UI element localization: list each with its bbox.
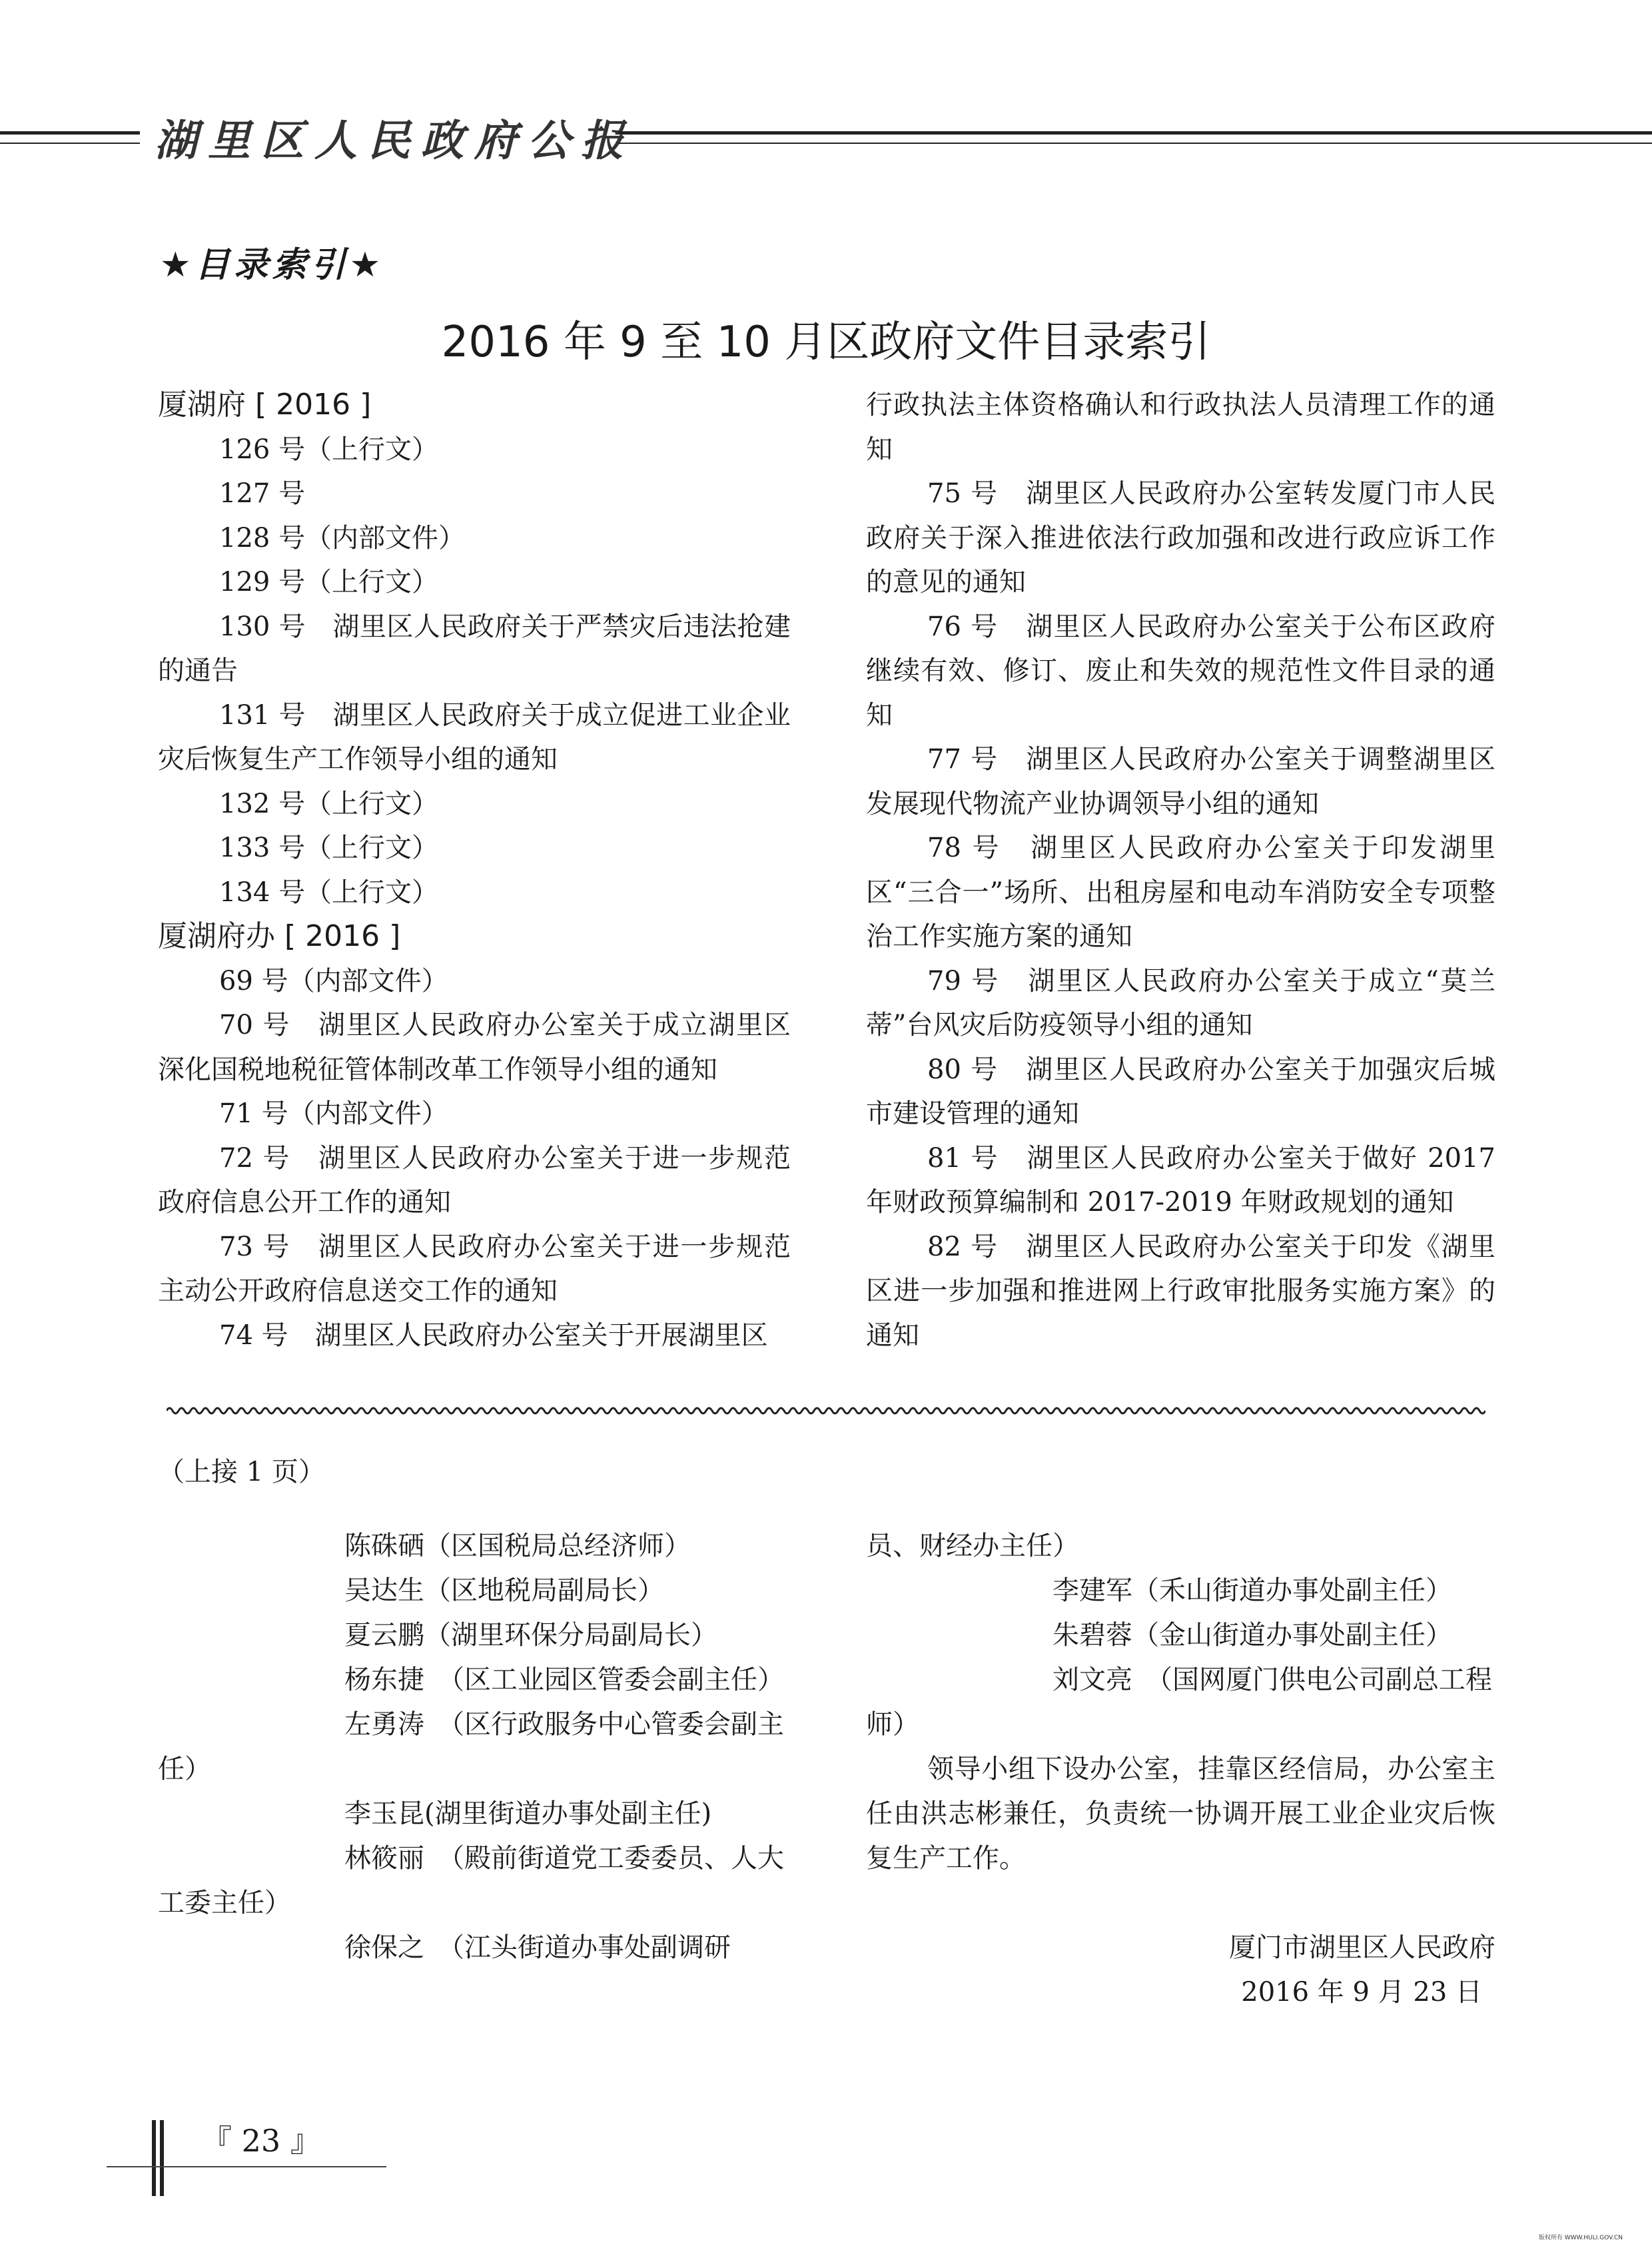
index-column-left: [158, 383, 791, 1357]
index-entry: 81 号 湖里区人民政府办公室关于做好 2017 年财政预算编制和 2017-2019 年财政规划的通知: [866, 1142, 1495, 1218]
member-entry: 夏云鹏（湖里环保分局副局长）: [344, 1620, 717, 1651]
index-entry: 131 号 湖里区人民政府关于成立促进工业企业灾后恢复生产工作领导小组的通知: [158, 699, 791, 775]
index-column-right: [866, 383, 1495, 1357]
gazette-title: 湖里区人民政府公报: [155, 117, 634, 166]
member-entry: 李玉昆(湖里街道办事处副主任): [344, 1798, 712, 1829]
index-entry: 76 号 湖里区人民政府办公室关于公布区政府继续有效、修订、废止和失效的规范性文件目录的通知: [866, 611, 1495, 731]
section-tag: ★目录索引★: [160, 245, 385, 285]
index-entry: 78 号 湖里区人民政府办公室关于印发湖里区“三合一”场所、出租房屋和电动车消防安全专项整治工作实施方案的通知: [866, 833, 1495, 952]
index-entry: 133 号（上行文）: [219, 833, 439, 863]
header-rule-left: [0, 131, 140, 144]
members-column-left: [158, 1524, 791, 1970]
index-entry: 69 号（内部文件）: [219, 965, 448, 996]
index-group-heading: 厦湖府办 [ 2016 ]: [158, 919, 401, 953]
index-entry: 73 号 湖里区人民政府办公室关于进一步规范主动公开政府信息送交工作的通知: [158, 1231, 791, 1306]
index-entry: 70 号 湖里区人民政府办公室关于成立湖里区深化国税地税征管体制改革工作领导小组的通知: [158, 1010, 791, 1085]
index-group-heading: 厦湖府 [ 2016 ]: [158, 388, 372, 422]
document-title: 2016 年 9 至 10 月区政府文件目录索引: [441, 318, 1211, 367]
index-entry: 74 号 湖里区人民政府办公室关于开展湖里区: [219, 1319, 768, 1351]
signature-date: 2016 年 9 月 23 日: [1241, 1977, 1482, 2008]
signature-org: 厦门市湖里区人民政府: [1229, 1932, 1495, 1963]
header-rule-right: [618, 131, 1652, 144]
member-entry: 林筱丽 （殿前街道党工委委员、人大工委主任）: [158, 1843, 784, 1918]
member-entry: 吴达生（区地税局副局长）: [344, 1575, 664, 1606]
index-entry: 128 号（内部文件）: [219, 522, 466, 554]
index-entry: 79 号 湖里区人民政府办公室关于成立“莫兰蒂”台风灾后防疫领导小组的通知: [866, 965, 1495, 1040]
member-entry: 李建军（禾山街道办事处副主任）: [1052, 1575, 1452, 1606]
member-entry: 陈硃硒（区国税局总经济师）: [344, 1531, 691, 1561]
page-number: 『 23 』: [201, 2123, 321, 2159]
index-entry: 82 号 湖里区人民政府办公室关于印发《湖里区进一步加强和推进网上行政审批服务实施方案》的通知: [866, 1231, 1495, 1351]
index-entry: 77 号 湖里区人民政府办公室关于调整湖里区发展现代物流产业协调领导小组的通知: [866, 744, 1495, 819]
index-entry-continued: 行政执法主体资格确认和行政执法人员清理工作的通知: [866, 390, 1495, 465]
index-entry: 134 号（上行文）: [219, 877, 439, 908]
member-entry: 刘文亮 （国网厦门供电公司副总工程师）: [866, 1665, 1492, 1740]
index-entry: 80 号 湖里区人民政府办公室关于加强灾后城市建设管理的通知: [866, 1054, 1495, 1129]
index-entry: 71 号（内部文件）: [219, 1098, 448, 1129]
wavy-divider: [167, 1403, 1485, 1419]
member-entry: 徐保之 （江头街道办事处副调研: [344, 1932, 731, 1963]
footer-bar: [160, 2120, 164, 2196]
index-entry: 130 号 湖里区人民政府关于严禁灾后违法抢建的通告: [158, 611, 791, 686]
footer-rule: [107, 2166, 386, 2167]
index-entry: 129 号（上行文）: [219, 567, 439, 597]
index-entry: 75 号 湖里区人民政府办公室转发厦门市人民政府关于深入推进依法行政加强和改进行政应诉工作的意见的通知: [866, 478, 1495, 597]
members-column-right: [866, 1524, 1495, 2015]
copyright-notice: 版权所有 WWW.HULI.GOV.CN: [1539, 2235, 1623, 2241]
member-entry: 朱碧蓉（金山街道办事处副主任）: [1052, 1620, 1452, 1651]
member-entry: 左勇涛 （区行政服务中心管委会副主任）: [158, 1709, 784, 1784]
office-paragraph: 领导小组下设办公室，挂靠区经信局，办公室主任由洪志彬兼任，负责统一协调开展工业企业灾后恢复生产工作。: [866, 1754, 1495, 1874]
continued-from-label: （上接 1 页）: [158, 1457, 325, 1487]
member-entry: 杨东捷 （区工业园区管委会副主任）: [344, 1665, 784, 1695]
index-entry: 72 号 湖里区人民政府办公室关于进一步规范政府信息公开工作的通知: [158, 1142, 791, 1218]
index-entry: 126 号（上行文）: [219, 434, 439, 465]
index-entry: 132 号（上行文）: [219, 788, 439, 819]
index-entry: 127 号: [219, 478, 306, 509]
member-entry-continued: 员、财经办主任）: [866, 1531, 1079, 1561]
footer-bar: [152, 2120, 156, 2196]
